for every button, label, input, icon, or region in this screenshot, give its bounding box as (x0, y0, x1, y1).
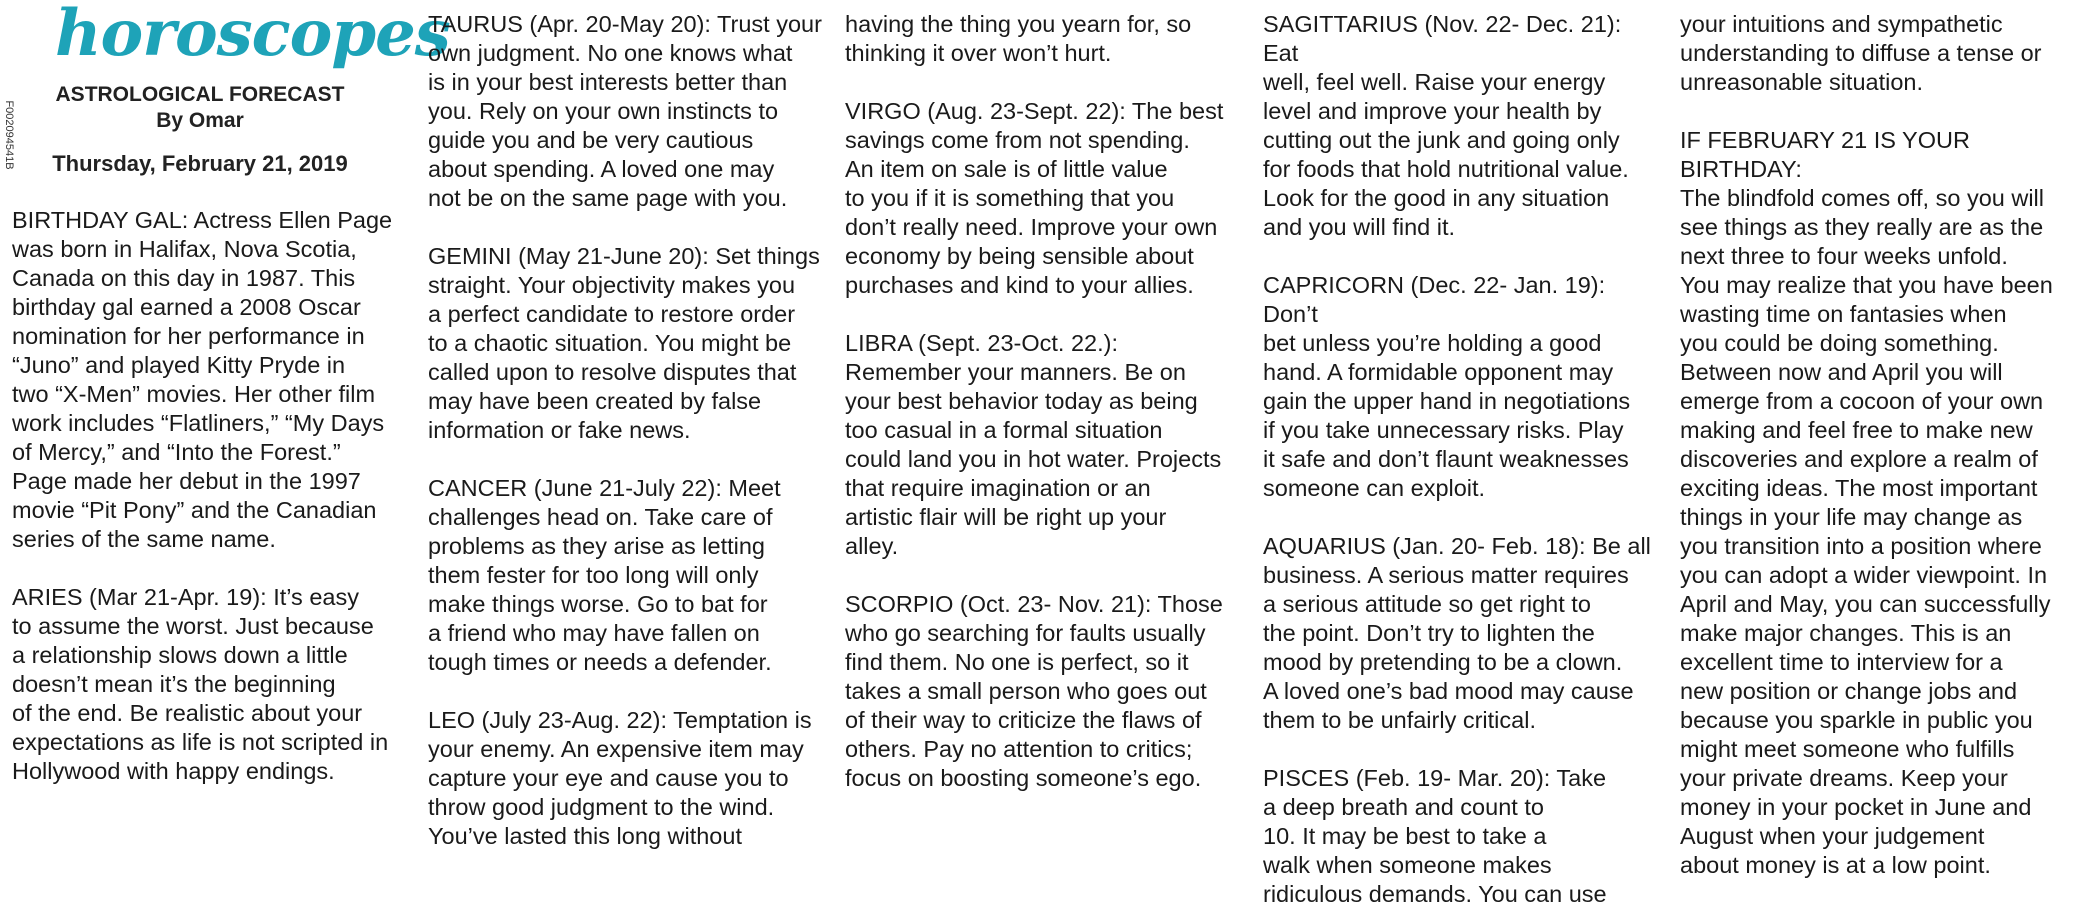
aquarius-paragraph: AQUARIUS (Jan. 20- Feb. 18): Be all business. A serious matter requires a serious attitude so get right to the point. Don’t try to lighten the mood by pretending to be a clown. A loved one’s bad mood may cause them to be unfairly critical. (1263, 533, 1651, 733)
aries-paragraph: ARIES (Mar 21-Apr. 19): It’s easy to assume the worst. Just because a relationship slows down a little doesn’t mean it’s the beginning of the end. Be realistic about your expectations as life is not scripted in Hollywood with happy endings. (12, 584, 389, 784)
column-2 (428, 10, 828, 851)
section-title: ASTROLOGICAL FORECAST (55, 83, 345, 106)
cancer-paragraph: CANCER (June 21-July 22): Meet challenges head on. Take care of problems as they arise as letting them fester for too long will only make things worse. Go to bat for a friend who may have fallen on tough times or needs a defender. (428, 475, 781, 675)
gemini-paragraph: GEMINI (May 21-June 20): Set things straight. Your objectivity makes you a perfect candidate to restore order to a chaotic situation. You might be called upon to resolve disputes that may have been created by false information or fake news. (428, 243, 820, 443)
virgo-paragraph: VIRGO (Aug. 23-Sept. 22): The best savings come from not spending. An item on sale is of little value to you if it is something that you don’t really need. Improve your own economy by being sensible about purchases and kind to your allies. (845, 98, 1224, 298)
leo-continued-paragraph: having the thing you yearn for, so thinking it over won’t hurt. (845, 11, 1192, 66)
libra-paragraph: LIBRA (Sept. 23-Oct. 22.): Remember your manners. Be on your best behavior today as being too casual in a formal situation could land you in hot water. Projects that require imagination or an artistic flair will be right up your alley. (845, 330, 1222, 559)
scorpio-paragraph: SCORPIO (Oct. 23- Nov. 21): Those who go searching for faults usually find them. No one is perfect, so it takes a small person who goes out of their way to criticize the flaws of others. Pay no attention to critics; focus on boosting someone’s ego. (845, 591, 1223, 791)
birthday-celebrity-paragraph: BIRTHDAY GAL: Actress Ellen Page was born in Halifax, Nova Scotia, Canada on this day in 1987. This birthday gal earned a 2008 Oscar nomination for her performance in “Juno” and played Kitty Pryde in two “X-Men” movies. Her other film work includes “Flatliners,” “My Days of Mercy,” and “Into the Forest.” Page made her debut in the 1997 movie “Pit Pony” and the Canadian series of the same name. (12, 207, 393, 552)
column-1 (12, 206, 412, 786)
masthead (0, 0, 450, 200)
horoscopes-logo: horoscopes (55, 0, 450, 71)
column-4 (1263, 10, 1663, 909)
column-3 (845, 10, 1245, 793)
leo-paragraph: LEO (July 23-Aug. 22): Temptation is your enemy. An expensive item may capture your eye and cause you to throw good judgment to the wind. You’ve lasted this long without (428, 707, 812, 849)
column-5 (1680, 10, 2080, 880)
pisces-continued-paragraph: your intuitions and sympathetic understanding to diffuse a tense or unreasonable situation. (1680, 11, 2042, 95)
taurus-paragraph: TAURUS (Apr. 20-May 20): Trust your own judgment. No one knows what is in your best interests better than you. Rely on your own instincts to guide you and be very cautious about spending. A loved one may not be on the same page with you. (428, 11, 822, 211)
byline: By Omar (156, 109, 244, 132)
capricorn-paragraph: CAPRICORN (Dec. 22- Jan. 19): Don’t bet unless you’re holding a good hand. A formidable opponent may gain the upper hand in negotiations if you take unnecessary risks. Play it safe and don’t flaunt weaknesses someone can exploit. (1263, 272, 1631, 501)
pisces-paragraph: PISCES (Feb. 19- Mar. 20): Take a deep breath and count to 10. It may be best to take a walk when someone makes ridiculous demands. You can use (1263, 765, 1607, 907)
sagittarius-paragraph: SAGITTARIUS (Nov. 22- Dec. 21): Eat well, feel well. Raise your energy level and improve your health by cutting out the junk and going only for foods that hold nutritional value. Look for the good in any situation and you will find it. (1263, 11, 1629, 240)
birthday-forecast-paragraph: IF FEBRUARY 21 IS YOUR BIRTHDAY: The blindfold comes off, so you will see things as they really are as the next three to four weeks unfold. You may realize that you have been wasting time on fantasies when you could be doing something. Between now and April you will emerge from a cocoon of your own making and feel free to make new discoveries and explore a realm of exciting ideas. The most important things in your life may change as you transition into a position where you can adopt a wider viewpoint. In April and May, you can successfully make major changes. This is an excellent time to interview for a new position or change jobs and because you sparkle in public you might meet someone who fulfills your private dreams. Keep your money in your pocket in June and August when your judgement about money is at a low point. (1680, 127, 2053, 878)
ad-code: F002094541B (3, 100, 15, 170)
publication-date: Thursday, February 21, 2019 (52, 151, 348, 176)
